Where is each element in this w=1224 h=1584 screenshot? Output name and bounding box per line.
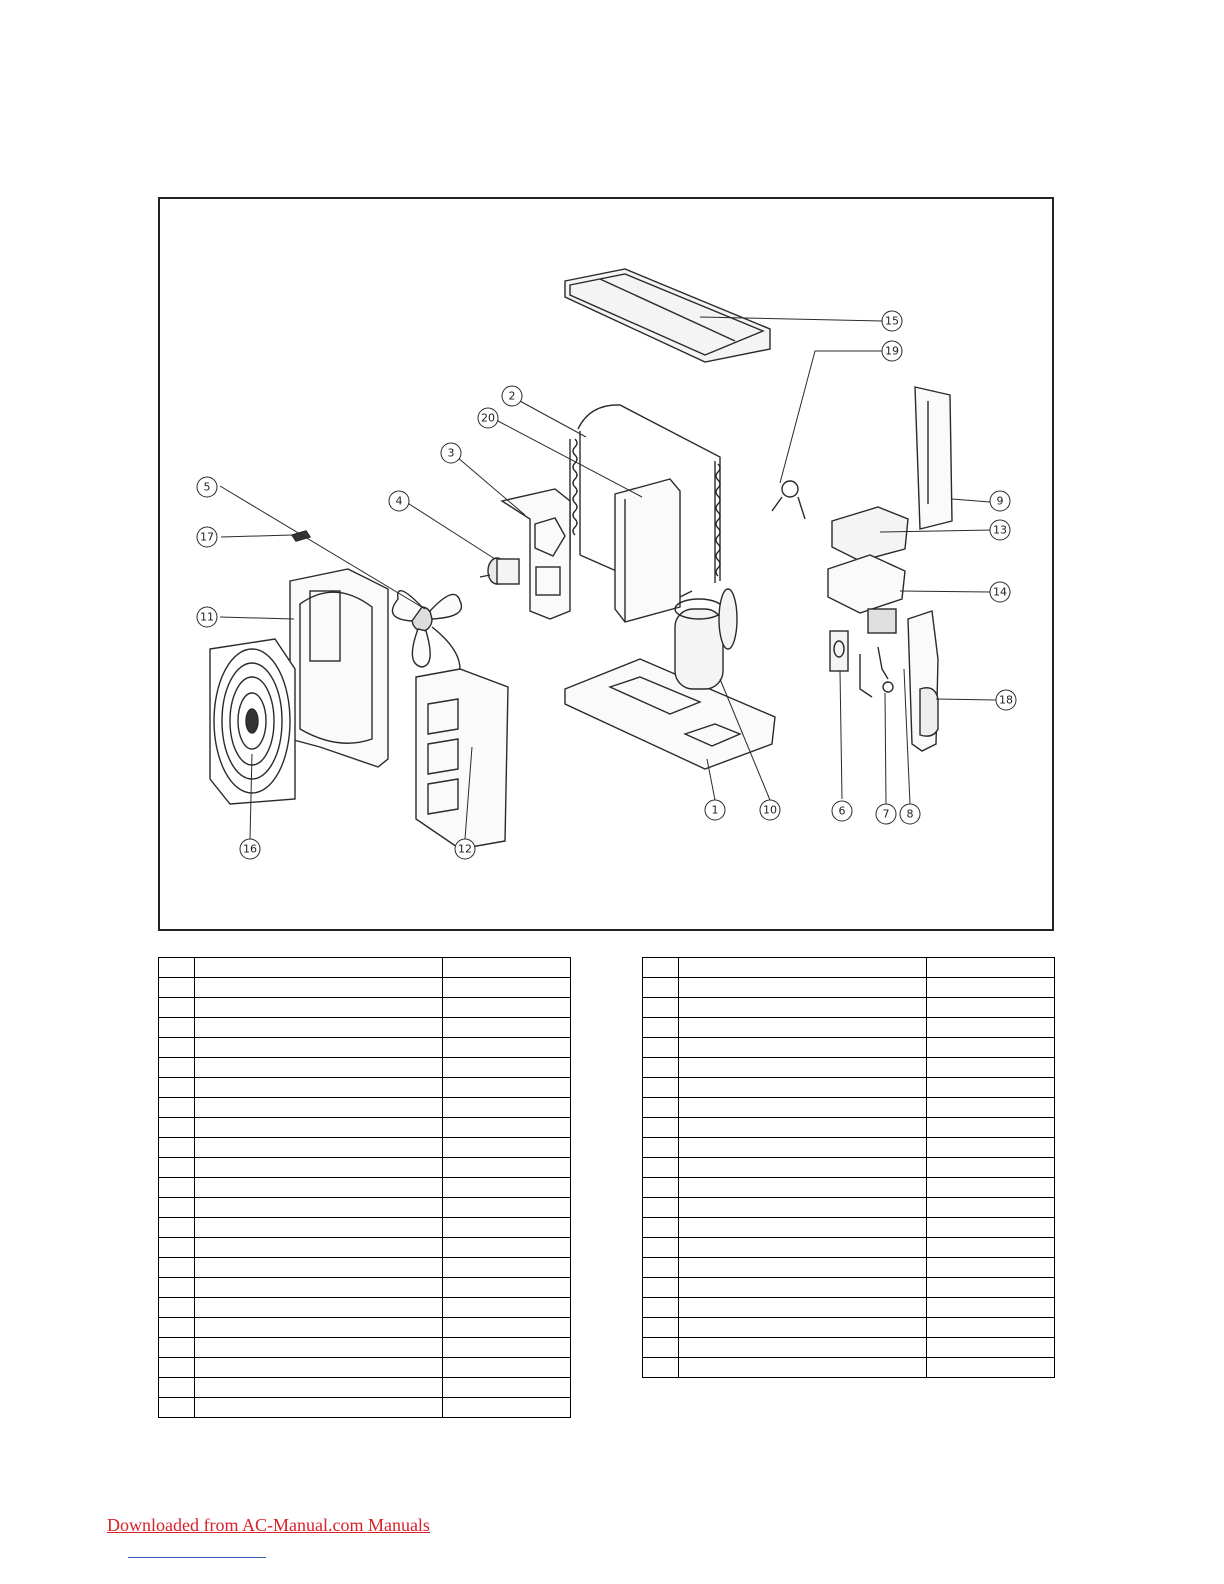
callout-label-17: 17 <box>200 530 214 544</box>
table-cell <box>927 1078 1055 1098</box>
control-board-part <box>828 555 905 633</box>
table-cell <box>679 1278 927 1298</box>
table-cell <box>159 1358 195 1378</box>
table-cell <box>679 1298 927 1318</box>
partition-board-part <box>615 479 680 622</box>
table-row <box>159 1118 571 1138</box>
table-row <box>159 1158 571 1178</box>
table-cell <box>443 1258 571 1278</box>
table-cell <box>927 1358 1055 1378</box>
table-cell <box>643 998 679 1018</box>
table-cell <box>927 1098 1055 1118</box>
table-cell <box>679 1358 927 1378</box>
table-cell <box>159 1198 195 1218</box>
table-cell <box>927 978 1055 998</box>
table-row <box>159 1138 571 1158</box>
table-row <box>159 1378 571 1398</box>
callout-label-15: 15 <box>885 314 899 328</box>
exploded-view-diagram <box>158 197 1054 931</box>
table-row <box>159 1358 571 1378</box>
table-cell <box>643 1038 679 1058</box>
table-cell <box>195 1098 443 1118</box>
table-cell <box>679 1078 927 1098</box>
table-cell <box>679 1198 927 1218</box>
callout-label-2: 2 <box>508 389 516 403</box>
table-cell <box>679 1158 927 1178</box>
footer-divider <box>128 1557 266 1558</box>
table-cell <box>195 1358 443 1378</box>
table-cell <box>195 1198 443 1218</box>
table-cell <box>679 1258 927 1278</box>
table-cell <box>643 1218 679 1238</box>
table-cell <box>679 1178 927 1198</box>
table-cell <box>443 1098 571 1118</box>
table-cell <box>195 1318 443 1338</box>
table-cell <box>159 1138 195 1158</box>
table-cell <box>643 1358 679 1378</box>
table-cell <box>195 1278 443 1298</box>
table-cell <box>443 1338 571 1358</box>
table-cell <box>195 1258 443 1278</box>
electric-box-cover-part <box>832 507 908 561</box>
table-cell <box>195 1398 443 1418</box>
table-cell <box>159 1298 195 1318</box>
table-cell <box>679 1098 927 1118</box>
table-cell <box>159 1018 195 1038</box>
compressor-part <box>675 589 737 689</box>
table-cell <box>679 1318 927 1338</box>
table-cell <box>643 1198 679 1218</box>
table-row <box>643 1238 1055 1258</box>
table-cell <box>443 978 571 998</box>
callout-label-1: 1 <box>711 803 719 817</box>
callout-label-12: 12 <box>458 842 472 856</box>
table-row <box>159 1398 571 1418</box>
table-cell <box>195 1218 443 1238</box>
table-cell <box>679 1238 927 1258</box>
table-row <box>159 1178 571 1198</box>
table-cell <box>927 1198 1055 1218</box>
table-cell <box>443 1198 571 1218</box>
parts-list-body-right <box>643 958 1055 1378</box>
table-cell <box>159 1278 195 1298</box>
table-row <box>643 1278 1055 1298</box>
table-cell <box>927 998 1055 1018</box>
table-cell <box>679 978 927 998</box>
table-cell <box>195 1378 443 1398</box>
valve-cover-part <box>908 611 938 751</box>
table-cell <box>643 1058 679 1078</box>
table-cell <box>643 1178 679 1198</box>
table-cell <box>679 1218 927 1238</box>
table-cell <box>927 958 1055 978</box>
table-row <box>643 958 1055 978</box>
table-cell <box>195 1078 443 1098</box>
table-cell <box>927 1158 1055 1178</box>
table-cell <box>643 1318 679 1338</box>
table-cell <box>927 1178 1055 1198</box>
table-row <box>643 998 1055 1018</box>
table-cell <box>679 1338 927 1358</box>
callout-label-11: 11 <box>200 610 214 624</box>
table-row <box>159 1098 571 1118</box>
table-row <box>159 1058 571 1078</box>
table-cell <box>927 1318 1055 1338</box>
table-row <box>643 1118 1055 1138</box>
table-cell <box>195 978 443 998</box>
table-cell <box>443 1078 571 1098</box>
table-cell <box>643 1118 679 1138</box>
table-cell <box>195 958 443 978</box>
table-cell <box>195 1058 443 1078</box>
table-row <box>643 1358 1055 1378</box>
callout-label-5: 5 <box>203 480 211 494</box>
table-row <box>159 1038 571 1058</box>
table-cell <box>159 998 195 1018</box>
table-cell <box>927 1258 1055 1278</box>
fan-motor-part <box>480 558 519 584</box>
front-panel-part <box>290 569 388 767</box>
table-cell <box>679 1118 927 1138</box>
table-cell <box>159 1258 195 1278</box>
table-cell <box>195 1178 443 1198</box>
table-cell <box>679 1018 927 1038</box>
table-cell <box>643 1278 679 1298</box>
table-row <box>643 1038 1055 1058</box>
table-cell <box>443 1158 571 1178</box>
table-cell <box>643 1138 679 1158</box>
table-row <box>159 998 571 1018</box>
table-row <box>159 1258 571 1278</box>
table-cell <box>927 1038 1055 1058</box>
table-cell <box>443 1058 571 1078</box>
table-cell <box>159 1098 195 1118</box>
callout-label-13: 13 <box>993 523 1007 537</box>
table-cell <box>443 1278 571 1298</box>
right-panel-part <box>915 387 952 529</box>
table-row <box>643 1298 1055 1318</box>
parts-list-table-left <box>158 957 571 1418</box>
exploded-view-drawing <box>160 199 1056 933</box>
table-cell <box>679 1138 927 1158</box>
table-cell <box>159 958 195 978</box>
table-cell <box>643 1158 679 1178</box>
footer-download-link[interactable]: Downloaded from AC-Manual.com Manuals <box>107 1515 430 1535</box>
table-cell <box>159 1038 195 1058</box>
table-cell <box>927 1298 1055 1318</box>
table-row <box>159 958 571 978</box>
callout-label-8: 8 <box>906 807 914 821</box>
fan-grille-part <box>210 639 295 804</box>
table-cell <box>643 978 679 998</box>
table-cell <box>643 1238 679 1258</box>
table-cell <box>443 1238 571 1258</box>
table-cell <box>195 1018 443 1038</box>
table-cell <box>927 1118 1055 1138</box>
table-cell <box>443 1218 571 1238</box>
table-cell <box>643 1338 679 1358</box>
callout-label-18: 18 <box>999 693 1013 707</box>
chassis-part <box>565 659 775 769</box>
table-cell <box>927 1338 1055 1358</box>
parts-list-body-left <box>159 958 571 1418</box>
top-cover-part <box>565 269 770 362</box>
right-side-panel-part <box>416 669 508 849</box>
table-cell <box>195 1338 443 1358</box>
table-cell <box>443 1378 571 1398</box>
callout-label-16: 16 <box>243 842 257 856</box>
table-cell <box>195 1238 443 1258</box>
callout-label-4: 4 <box>395 494 403 508</box>
table-row <box>643 1058 1055 1078</box>
table-cell <box>443 1318 571 1338</box>
motor-bracket-part <box>502 489 570 619</box>
table-cell <box>927 1238 1055 1258</box>
table-cell <box>195 998 443 1018</box>
reactor-part <box>830 631 848 671</box>
table-row <box>159 1298 571 1318</box>
parts-list-table-right <box>642 957 1055 1378</box>
table-cell <box>159 1318 195 1338</box>
table-row <box>159 1318 571 1338</box>
table-cell <box>643 958 679 978</box>
table-cell <box>195 1138 443 1158</box>
table-cell <box>159 1378 195 1398</box>
table-row <box>159 1238 571 1258</box>
table-cell <box>159 978 195 998</box>
table-cell <box>159 1398 195 1418</box>
table-cell <box>679 958 927 978</box>
table-row <box>159 1018 571 1038</box>
table-cell <box>443 1178 571 1198</box>
table-row <box>643 978 1055 998</box>
callout-label-6: 6 <box>838 804 846 818</box>
table-row <box>643 1018 1055 1038</box>
table-row <box>643 1158 1055 1178</box>
callout-label-7: 7 <box>882 807 890 821</box>
table-cell <box>927 1058 1055 1078</box>
table-cell <box>159 1178 195 1198</box>
table-cell <box>643 1098 679 1118</box>
callout-label-20: 20 <box>481 411 495 425</box>
table-row <box>159 1278 571 1298</box>
table-cell <box>643 1018 679 1038</box>
table-row <box>159 1218 571 1238</box>
table-cell <box>159 1058 195 1078</box>
table-cell <box>927 1218 1055 1238</box>
table-row <box>643 1138 1055 1158</box>
table-cell <box>679 1058 927 1078</box>
table-row <box>643 1098 1055 1118</box>
table-row <box>643 1198 1055 1218</box>
valve-parts <box>860 647 893 697</box>
table-row <box>643 1318 1055 1338</box>
callout-label-19: 19 <box>885 344 899 358</box>
table-cell <box>643 1298 679 1318</box>
table-cell <box>195 1118 443 1138</box>
callout-label-3: 3 <box>447 446 455 460</box>
table-cell <box>443 1298 571 1318</box>
table-cell <box>679 998 927 1018</box>
table-row <box>159 1078 571 1098</box>
clip-part <box>292 531 310 541</box>
table-cell <box>443 1358 571 1378</box>
callout-label-14: 14 <box>993 585 1007 599</box>
table-row <box>159 1198 571 1218</box>
table-cell <box>443 958 571 978</box>
callout-label-10: 10 <box>763 803 777 817</box>
table-row <box>643 1218 1055 1238</box>
table-cell <box>159 1078 195 1098</box>
table-cell <box>443 1018 571 1038</box>
temperature-sensor-part <box>772 481 805 519</box>
table-cell <box>443 998 571 1018</box>
table-row <box>643 1258 1055 1278</box>
table-cell <box>643 1258 679 1278</box>
table-cell <box>195 1298 443 1318</box>
table-cell <box>195 1158 443 1178</box>
table-row <box>643 1338 1055 1358</box>
table-row <box>643 1078 1055 1098</box>
table-cell <box>443 1118 571 1138</box>
table-cell <box>927 1278 1055 1298</box>
table-cell <box>443 1038 571 1058</box>
table-cell <box>159 1218 195 1238</box>
table-cell <box>443 1138 571 1158</box>
table-cell <box>443 1398 571 1418</box>
table-cell <box>643 1078 679 1098</box>
table-cell <box>679 1038 927 1058</box>
table-cell <box>927 1138 1055 1158</box>
table-row <box>159 978 571 998</box>
table-cell <box>927 1018 1055 1038</box>
table-cell <box>159 1158 195 1178</box>
table-row <box>643 1178 1055 1198</box>
table-cell <box>159 1238 195 1258</box>
fan-blade-part <box>392 591 461 669</box>
table-cell <box>159 1118 195 1138</box>
callout-label-9: 9 <box>996 494 1004 508</box>
table-row <box>159 1338 571 1358</box>
table-cell <box>159 1338 195 1358</box>
table-cell <box>195 1038 443 1058</box>
